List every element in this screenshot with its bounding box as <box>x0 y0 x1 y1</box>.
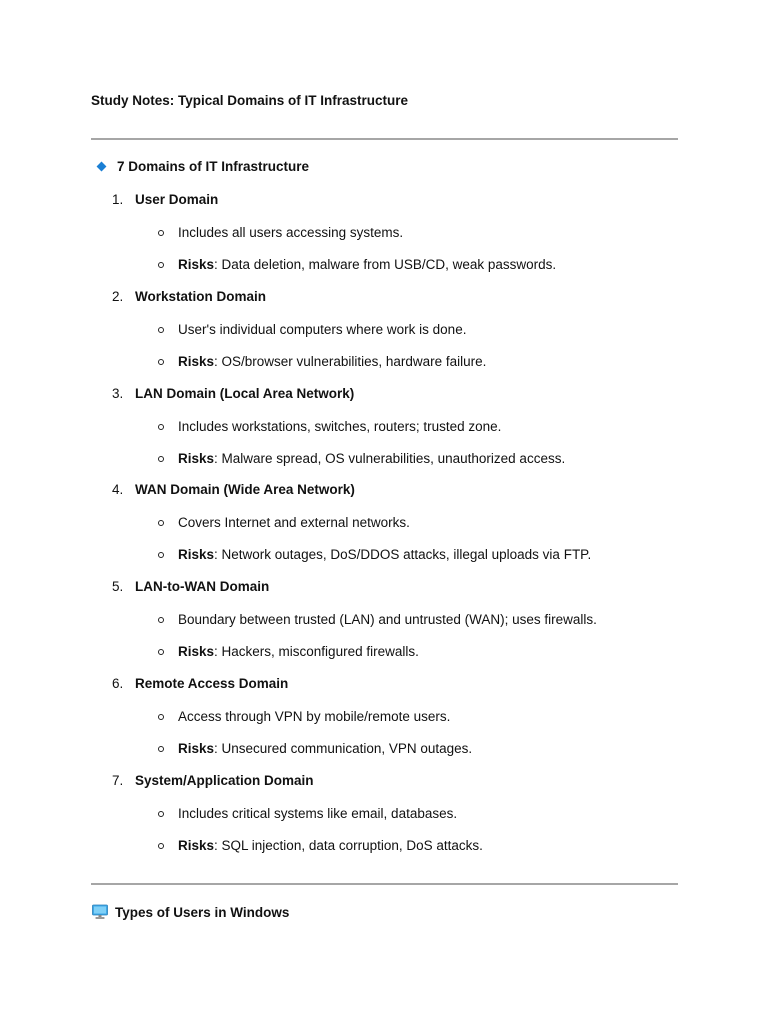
section-heading-text: 7 Domains of IT Infrastructure <box>117 159 310 174</box>
list-number: 2. <box>112 289 124 304</box>
hollow-circle-bullet-icon <box>158 617 164 623</box>
bullet-text: Includes workstations, switches, routers; trusted zone. <box>178 419 502 434</box>
hollow-circle-bullet-icon <box>158 520 164 526</box>
hollow-circle-bullet-icon <box>158 811 164 817</box>
sub-bullet <box>158 709 450 724</box>
hollow-circle-bullet-icon <box>158 359 164 365</box>
risk-text: : Data deletion, malware from USB/CD, weak passwords. <box>214 257 557 272</box>
risk-bullet <box>158 547 591 562</box>
blue-diamond-icon <box>97 162 107 172</box>
domain-name: User Domain <box>135 192 219 207</box>
risk-label: Risks <box>178 547 215 562</box>
risk-bullet <box>158 451 565 466</box>
risk-text: : SQL injection, data corruption, DoS attacks. <box>214 838 483 853</box>
risk-text: : Unsecured communication, VPN outages. <box>214 741 473 756</box>
risk-bullet <box>158 838 483 853</box>
bullet-text: User's individual computers where work is done. <box>178 322 467 337</box>
desktop-computer-icon <box>92 904 108 920</box>
risk-text: : Network outages, DoS/DDOS attacks, illegal uploads via FTP. <box>214 547 592 562</box>
risk-bullet <box>158 257 556 272</box>
hollow-circle-bullet-icon <box>158 456 164 462</box>
domain-name: System/Application Domain <box>135 773 314 788</box>
risk-label: Risks <box>178 257 215 272</box>
risk-bullet <box>158 644 419 659</box>
horizontal-divider <box>91 138 678 140</box>
risk-label: Risks <box>178 451 215 466</box>
sub-bullet <box>158 806 457 821</box>
risk-bullet <box>158 741 472 756</box>
sub-bullet <box>158 419 501 434</box>
hollow-circle-bullet-icon <box>158 552 164 558</box>
horizontal-divider <box>91 883 678 885</box>
section-heading-domains <box>97 159 309 174</box>
risk-label: Risks <box>178 838 215 853</box>
bullet-text: Includes critical systems like email, databases. <box>178 806 458 821</box>
bullet-text: Access through VPN by mobile/remote users. <box>178 709 451 724</box>
risk-label: Risks <box>178 644 215 659</box>
list-number: 4. <box>112 482 124 497</box>
bullet-text: Covers Internet and external networks. <box>178 515 410 530</box>
hollow-circle-bullet-icon <box>158 714 164 720</box>
risk-text: : OS/browser vulnerabilities, hardware failure. <box>214 354 487 369</box>
hollow-circle-bullet-icon <box>158 424 164 430</box>
hollow-circle-bullet-icon <box>158 843 164 849</box>
section-heading-users <box>92 904 289 920</box>
domain-name: WAN Domain (Wide Area Network) <box>135 482 355 497</box>
sub-bullet <box>158 612 597 627</box>
risk-text: : Malware spread, OS vulnerabilities, unauthorized access. <box>214 451 566 466</box>
risk-text: : Hackers, misconfigured firewalls. <box>214 644 419 659</box>
hollow-circle-bullet-icon <box>158 649 164 655</box>
domain-name: Remote Access Domain <box>135 676 289 691</box>
domain-name: LAN-to-WAN Domain <box>135 579 270 594</box>
document-title: Study Notes: Typical Domains of IT Infrastructure <box>91 93 409 108</box>
list-number: 5. <box>112 579 124 594</box>
hollow-circle-bullet-icon <box>158 746 164 752</box>
domain-name: LAN Domain (Local Area Network) <box>135 386 355 401</box>
risk-bullet <box>158 354 486 369</box>
section-heading-text: Types of Users in Windows <box>115 904 290 920</box>
list-number: 3. <box>112 386 124 401</box>
sub-bullet <box>158 225 403 240</box>
list-number: 1. <box>112 192 124 207</box>
bullet-text: Boundary between trusted (LAN) and untrusted (WAN); uses firewalls. <box>178 612 597 627</box>
hollow-circle-bullet-icon <box>158 262 164 268</box>
hollow-circle-bullet-icon <box>158 230 164 236</box>
risk-label: Risks <box>178 354 215 369</box>
sub-bullet <box>158 322 466 337</box>
bullet-text: Includes all users accessing systems. <box>178 225 404 240</box>
sub-bullet <box>158 515 410 530</box>
domain-name: Workstation Domain <box>135 289 267 304</box>
list-number: 6. <box>112 676 124 691</box>
hollow-circle-bullet-icon <box>158 327 164 333</box>
risk-label: Risks <box>178 741 215 756</box>
list-number: 7. <box>112 773 124 788</box>
